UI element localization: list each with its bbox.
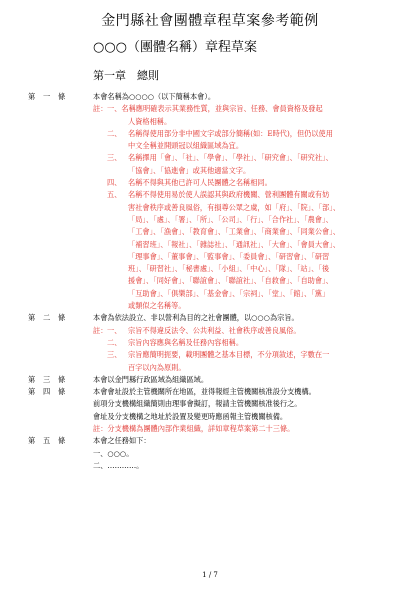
article-text: 本會之任務如下：	[93, 436, 151, 446]
article-number: 第 三 條	[28, 374, 66, 384]
article-2: 第 二 條 本會為依法設立、非以營利為目的之社會團體，以○○○為宗旨。 註： 一、 宗旨不得違反法令、公共利益、社會秩序或善良風俗。 二、 宗旨內容應與名稱及任務內容相稱。 三、 宗旨應簡明扼要，載明團體之基本目標，不分項敘述，字數在一 百字以內為原則。	[28, 312, 404, 373]
article-1: 第 一 條 本會名稱為○○○○（以下簡稱本會）。 註： 一、名稱應明確表示其業務性質，並與宗旨、任務、會員資格及發起 人資格相稱。 二、 名稱得使用部分非中國文字或部分簡稱(如：E時代)，但仍以使用 中文全稱並開頭冠以組織區域為宜。 三、 名稱擇用「會」、「社」、「學會」、「學社」、「研究會」、「研究社」、 「協會」、「協進會」或其他適當文字。 四、 名稱不得與其他已許可人民團體之名稱相同。 五、 名稱不得使用易於使人誤認其與政府機關、營利團體有關或有妨 害社會秩序或善良風俗，有損尊公眾之虞，如「府」、「院」、「部」、 「局」、「處」、「署」、「所」、「公司」、「行」、「合作社」、「農會」、 「工會」、「漁會」、「教育會」、「工業會」、「商業會」、「同業公會」、 「補習班」、「報社」、「雜誌社」、「通訊社」、「大會」、「會員大會」、 「理事會」、「董事會」、「監事會」、「委員會」、「研習會」、「研習 班」、「研習社」、「秘書處」、「小組」、「中心」、「隊」、「站」、「後 援會」、「同好會」、「聯誼會」、「聯誼社」、「自救會」、「自助會」、 「互助會」、「俱樂部」、「基金會」、「宗祠」、「堂」、「館」、「黨」 或類似之名稱等。	[28, 91, 404, 312]
article-number: 第 二 條	[28, 313, 66, 323]
task-item: 二、…………。	[93, 460, 144, 470]
article-text: 本會以金門縣行政區域為組織區域。	[93, 374, 209, 384]
task-item: 一、○○○。	[93, 448, 134, 458]
article-number: 第 四 條	[28, 387, 66, 397]
note-item: 註： 一、名稱應明確表示其業務性質，並與宗旨、任務、會員資格及發起	[28, 103, 404, 115]
article-text: 本會名稱為○○○○（以下簡稱本會）。	[93, 92, 216, 101]
articles-body	[28, 91, 404, 472]
article-number: 第 五 條	[28, 436, 66, 446]
draft-title: ○○○（團體名稱）章程草案	[93, 40, 258, 55]
note-item: 註： 一、 宗旨不得違反法令、公共利益、社會秩序或善良風俗。	[93, 325, 301, 335]
article-5	[28, 435, 404, 472]
chapter-heading: 第一章 總則	[93, 69, 159, 82]
note-item: 二、 宗旨內容應與名稱及任務內容相稱。	[107, 337, 244, 347]
article-text: 本會為依法設立、非以營利為目的之社會團體，以○○○為宗旨。	[93, 313, 299, 323]
article-4	[28, 386, 404, 435]
note-continuation: 「協會」、「協進會」或其他適當文字。	[128, 165, 251, 175]
article-text: 本會會址設於主管機關所在地區，並得報經主管機關核准設分支機構。	[93, 387, 316, 397]
article-note: 註：分支機構為團體內部作業組織，詳如章程草案第二十三條。	[93, 424, 295, 434]
article-number: 第 一 條	[28, 92, 66, 101]
note-tag: 註：	[93, 104, 108, 114]
document-title: 金門縣社會團體章程草案參考範例	[101, 13, 319, 29]
note-item: 三、 名稱擇用「會」、「社」、「學會」、「學社」、「研究會」、「研究社」、	[107, 153, 333, 163]
article-paragraph: 會址及分支機構之地址於設置及變更時應函報主管機關核備。	[93, 411, 288, 421]
article-paragraph: 前項分支機構組織簡則由理事會擬訂，報請主管機關核准後行之。	[93, 399, 302, 409]
page-indicator: 1 / 7	[202, 571, 218, 579]
note-item: 二、 名稱得使用部分非中國文字或部分簡稱(如：E時代)，但仍以使用	[107, 128, 333, 138]
note-continuation: 中文全稱並開頭冠以組織區域為宜。	[128, 141, 244, 151]
note-item: 三、 宗旨應簡明扼要，載明團體之基本目標，不分項敘述，字數在一	[107, 350, 330, 360]
article-3	[28, 374, 404, 386]
note-continuation: 人資格相稱。	[128, 116, 172, 126]
note-item: 四、 名稱不得與其他已許可人民團體之名稱相同。	[107, 178, 272, 188]
note-item: 五、 名稱不得使用易於使人誤認其與政府機關、營利團體有關或有妨	[107, 190, 330, 200]
